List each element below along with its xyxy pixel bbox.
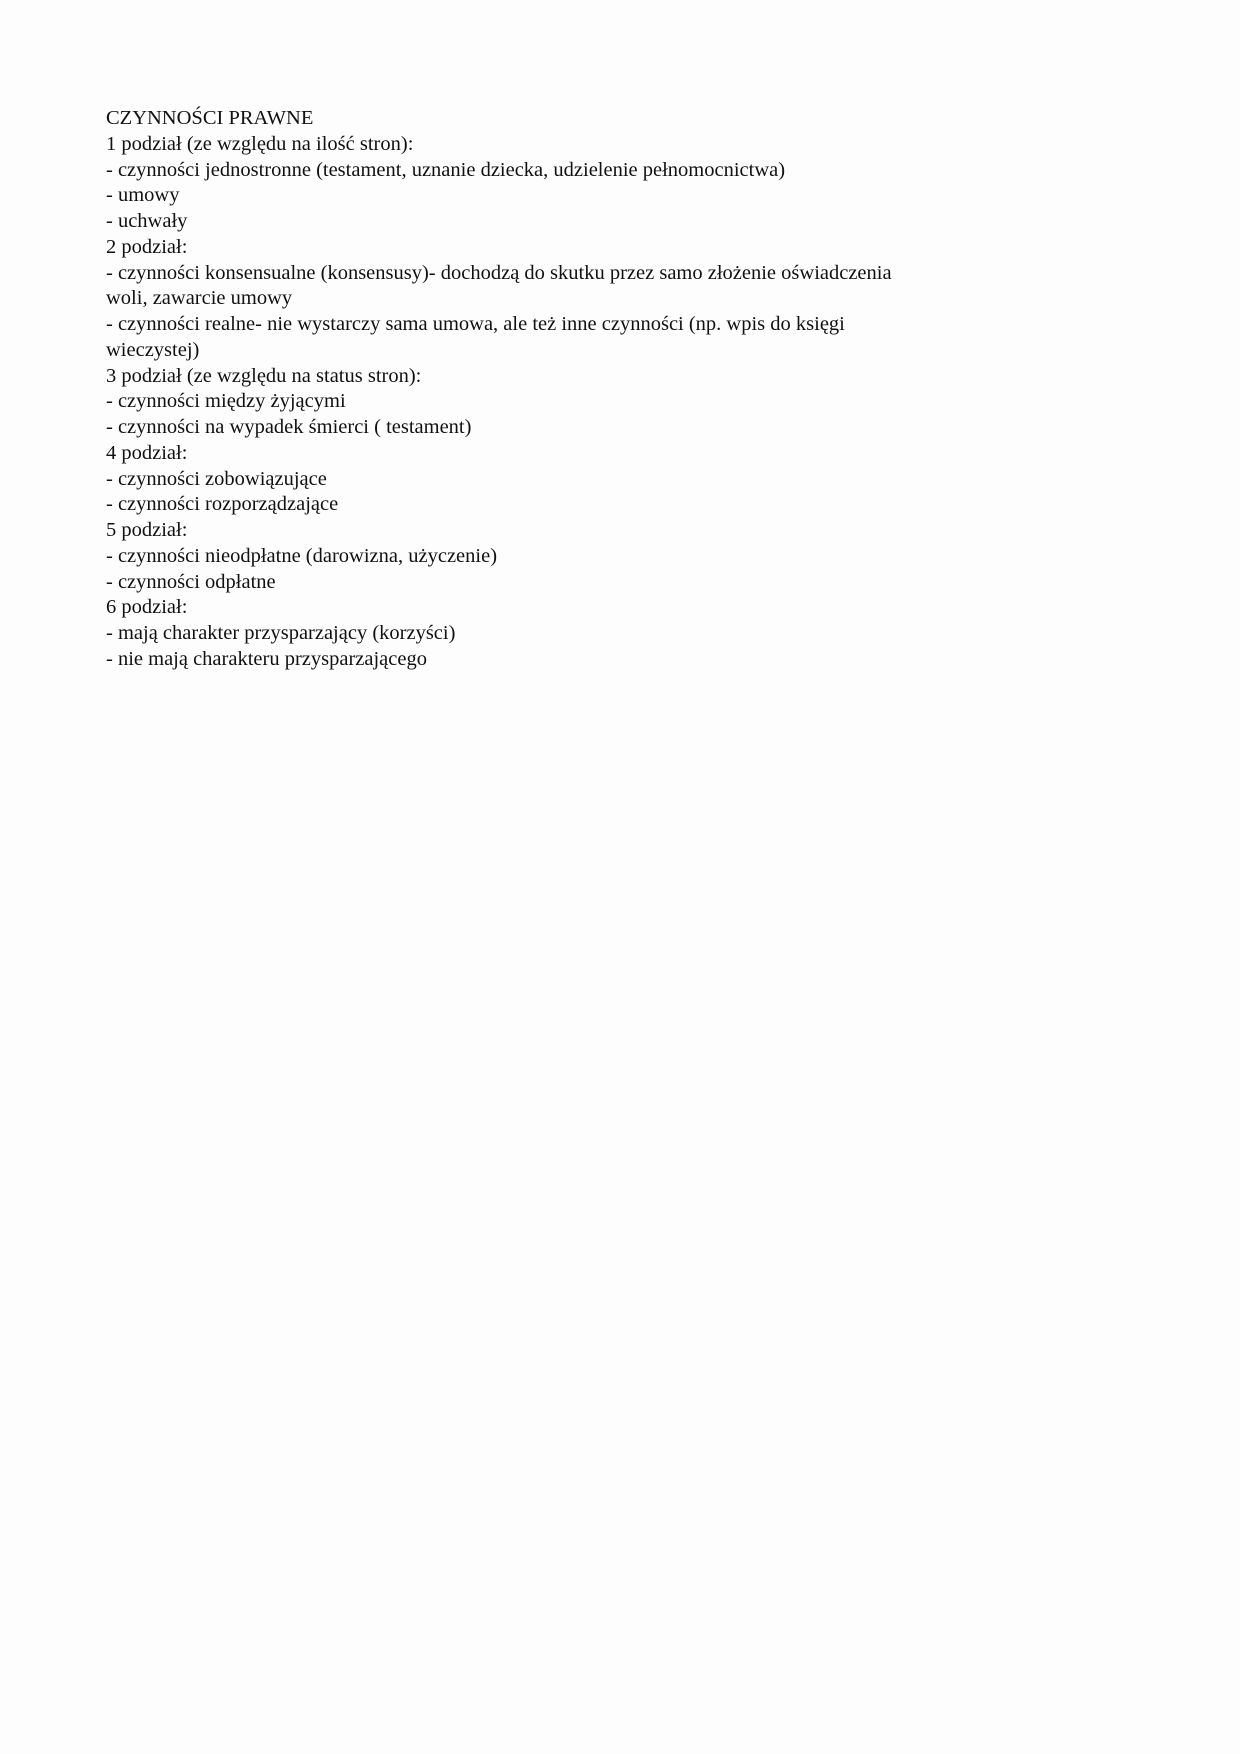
section-heading: 5 podział:	[106, 519, 188, 541]
list-item-line: - czynności realne- nie wystarczy sama umowa, ale też inne czynności (np. wpis do księgi	[106, 313, 845, 335]
list-item: - czynności jednostronne (testament, uznanie dziecka, udzielenie pełnomocnictwa)	[106, 158, 786, 181]
list-item: - czynności zobowiązujące	[106, 467, 327, 490]
list-item: - umowy	[106, 184, 180, 207]
list-item-line-continued: woli, zawarcie umowy	[106, 287, 293, 310]
section-4	[106, 441, 1086, 518]
list-item: - mają charakter przysparzający (korzyści)	[106, 622, 456, 644]
section-3	[106, 364, 1086, 441]
section-2	[106, 235, 1086, 364]
list-item-line-continued: wieczystej)	[106, 338, 200, 361]
list-item: - czynności między żyjącymi	[106, 390, 346, 413]
section-heading: 3 podział (ze względu na status stron):	[106, 364, 422, 387]
section-heading: 2 podział:	[106, 235, 188, 258]
section-heading: 1 podział (ze względu na ilość stron):	[106, 132, 414, 155]
list-item: - czynności rozporządzające	[106, 493, 339, 516]
list-item: - czynności na wypadek śmierci ( testament)	[106, 416, 472, 438]
list-item	[106, 312, 1086, 364]
list-item: - uchwały	[106, 210, 188, 232]
list-item: - czynności nieodpłatne (darowizna, użyczenie)	[106, 544, 498, 567]
list-item	[106, 261, 1086, 313]
list-item-line: - czynności konsensualne (konsensusy)- dochodzą do skutku przez samo złożenie oświadczenia	[106, 261, 892, 284]
section-heading: 6 podział:	[106, 596, 188, 619]
list-item: - nie mają charakteru przysparzającego	[106, 647, 427, 670]
section-heading: 4 podział:	[106, 441, 188, 464]
list-item: - czynności odpłatne	[106, 570, 276, 593]
section-5	[106, 518, 1086, 595]
document-title: CZYNNOŚCI PRAWNE	[106, 107, 314, 129]
document-body	[106, 106, 1086, 673]
section-1	[106, 132, 1086, 235]
section-6	[106, 595, 1086, 672]
